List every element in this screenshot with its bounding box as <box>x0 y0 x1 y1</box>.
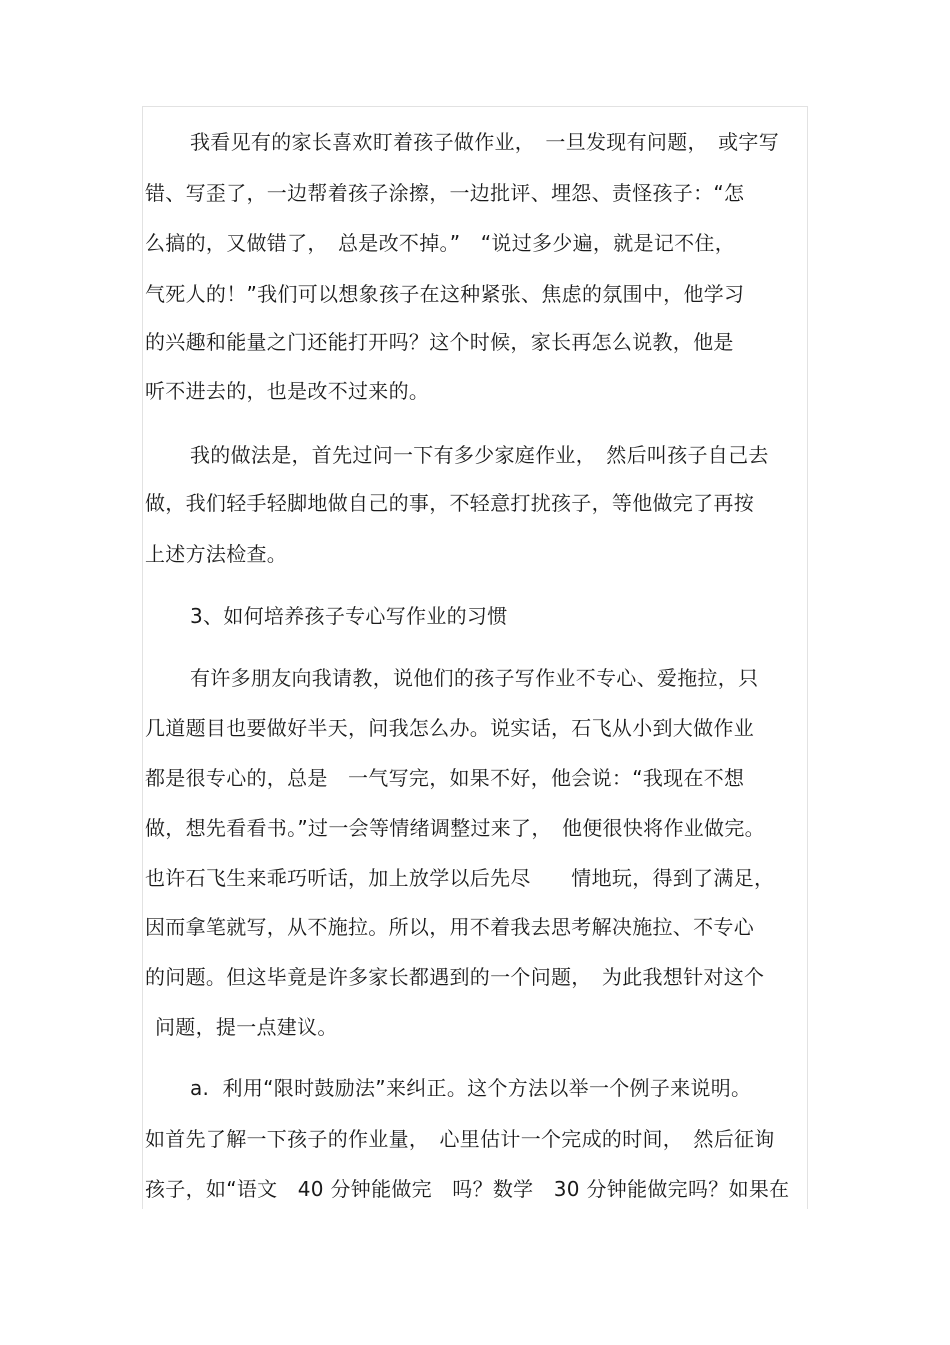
paragraph-4-line-6: 因而拿笔就写，从不施拉。所以，用不着我去思考解决施拉、不专心 <box>145 915 754 939</box>
paragraph-4-line-8: 问题，提一点建议。 <box>155 1015 338 1039</box>
paragraph-1-line-2: 错、写歪了，一边帮着孩子涂擦，一边批评、埋怨、责怪孩子：“怎 <box>145 181 745 205</box>
paragraph-5-line-2: 如首先了解一下孩子的作业量， 心里估计一个完成的时间， 然后征询 <box>145 1127 775 1151</box>
paragraph-5-line-1: a. 利用“限时鼓励法”来纠正。这个方法以举一个例子来说明。 <box>190 1076 752 1100</box>
paragraph-1-line-4: 气死人的！”我们可以想象孩子在这种紧张、焦虑的氛围中，他学习 <box>145 282 745 306</box>
paragraph-1-line-5: 的兴趣和能量之门还能打开吗？这个时候，家长再怎么说教，他是 <box>145 330 734 354</box>
paragraph-1-line-1: 我看见有的家长喜欢盯着孩子做作业， 一旦发现有问题， 或字写 <box>190 130 779 154</box>
page-frame <box>142 106 808 1209</box>
paragraph-4-line-3: 都是很专心的，总是 一气写完，如果不好，他会说：“我现在不想 <box>145 766 745 790</box>
paragraph-2-line-1: 我的做法是，首先过问一下有多少家庭作业， 然后叫孩子自己去 <box>190 443 769 467</box>
paragraph-2-line-2: 做，我们轻手轻脚地做自己的事，不轻意打扰孩子，等他做完了再按 <box>145 491 754 515</box>
paragraph-1-line-6: 听不进去的，也是改不过来的。 <box>145 379 430 403</box>
paragraph-4-line-4: 做，想先看看书。”过一会等情绪调整过来了， 他便很快将作业做完。 <box>145 816 765 840</box>
paragraph-4-line-7: 的问题。但这毕竟是许多家长都遇到的一个问题， 为此我想针对这个 <box>145 965 765 989</box>
paragraph-4-line-2: 几道题目也要做好半天，问我怎么办。说实话，石飞从小到大做作业 <box>145 716 754 740</box>
paragraph-2-line-3: 上述方法检查。 <box>145 542 288 566</box>
paragraph-4-line-5: 也许石飞生来乖巧听话，加上放学以后先尽 情地玩，得到了满足， <box>145 866 775 890</box>
paragraph-1-line-3: 么搞的，又做错了， 总是改不掉。” “说过多少遍，就是记不住， <box>145 231 736 255</box>
paragraph-4-line-1: 有许多朋友向我请教，说他们的孩子写作业不专心、爱拖拉，只 <box>190 666 759 690</box>
section-heading: 3、如何培养孩子专心写作业的习惯 <box>190 604 508 628</box>
paragraph-5-line-3: 孩子，如“语文 40 分钟能做完 吗？数学 30 分钟能做完吗？如果在 <box>145 1177 790 1201</box>
